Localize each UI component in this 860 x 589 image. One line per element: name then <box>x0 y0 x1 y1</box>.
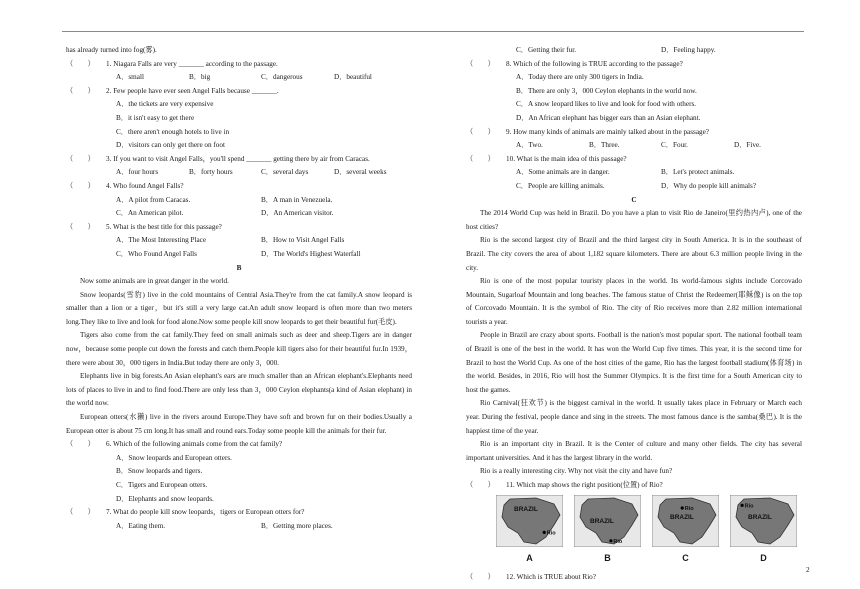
map-letter: A <box>526 552 533 563</box>
option-a: A．four hours <box>116 168 159 177</box>
option-b: B．Three. <box>589 141 620 150</box>
option-d: D．An American visitor. <box>261 209 334 218</box>
question-stem: 6. Which of the following animals come from the cat family? <box>106 440 283 449</box>
option-b: B．Let's protect animals. <box>661 168 735 177</box>
map-country-label: BRAZIL <box>514 505 538 513</box>
option-a: A．Eating them. <box>116 521 166 530</box>
map-options <box>466 495 802 571</box>
question-9 <box>466 126 802 140</box>
answer-blank[interactable]: （ ） <box>66 181 95 190</box>
passage-paragraph: Rio is one of the most popular touristy places in the world. Its world-famous sights include Corcovado Mountain, Sugarloaf Mountain and long beaches. The famous statue of Christ the Redeemer(耶稣像) is on the top of Corcovado Mountain. It is the symbol of Rio. The city of Rio receives more than 2.82 million international tourists a year. <box>466 277 802 326</box>
option-c: C．Getting their fur. <box>516 46 577 54</box>
question-stem: 12. Which is TRUE about Rio? <box>506 572 596 581</box>
option-c: C．there aren't enough hotels to live in <box>116 127 230 136</box>
question-stem: 2. Few people have ever seen Angel Falls because _______. <box>106 86 279 95</box>
option-d: D．Why do people kill animals? <box>661 181 757 190</box>
options-row <box>66 248 412 262</box>
options-row <box>66 71 412 85</box>
question-3 <box>66 153 412 167</box>
header-rule <box>62 31 804 32</box>
option-b: B．big <box>189 73 211 82</box>
passage-paragraph: Now some animals are in great danger in the world. <box>80 277 229 286</box>
question-7 <box>66 506 412 520</box>
question-6 <box>66 438 412 452</box>
map-city-label: Rio <box>744 502 754 509</box>
brazil-map-icon <box>730 495 797 547</box>
question-stem: 7. What do people kill snow leopards，tigers or European otters for? <box>106 508 305 517</box>
option-d: D．The World's Highest Waterfall <box>261 249 361 258</box>
passage-paragraph: Tigers also come from the cat family.They feed on small animals such as deer and sheep.Tigers are in danger now，because some people cut down the forests and catch them.People kill tigers also for their beautiful fur.In 1939，there were about 30，000 tigers in India.But today there are only 3，000. <box>66 331 412 367</box>
map-option-b[interactable] <box>574 495 641 571</box>
answer-blank[interactable]: （ ） <box>466 127 495 136</box>
option-a: A．A pilot from Caracas. <box>116 195 191 204</box>
option-c: C．Tigers and European otters. <box>116 481 208 489</box>
map-country-label: BRAZIL <box>748 513 772 521</box>
option-c: C．dangerous <box>261 73 303 82</box>
question-8 <box>466 58 802 72</box>
option-b: B．A man in Venezuela. <box>261 195 333 204</box>
map-country-label: BRAZIL <box>670 513 694 521</box>
answer-blank[interactable]: （ ） <box>466 154 495 163</box>
map-letter: C <box>682 552 689 563</box>
question-2 <box>66 85 412 99</box>
page-number: 2 <box>806 566 810 574</box>
brazil-map-icon <box>496 495 563 547</box>
brazil-map-icon <box>574 495 641 547</box>
option-a: A．Two. <box>516 141 543 150</box>
section-heading-b: B <box>236 263 242 272</box>
option-d: D．several weeks <box>334 168 387 177</box>
option-c: C．several days <box>261 168 309 177</box>
options-row <box>66 207 412 221</box>
option-b: B．There are only 3，000 Ceylon elephants in the world now. <box>516 86 697 95</box>
map-city-label: Rio <box>546 529 556 536</box>
option-c: C．An American pilot. <box>116 209 184 218</box>
question-stem: 8. Which of the following is TRUE according to the passage? <box>506 59 683 68</box>
map-option-a[interactable] <box>496 495 563 571</box>
left-column <box>66 44 412 533</box>
question-stem: 1. Niagara Falls are very _______ according to the passage. <box>106 59 278 68</box>
option-b: B．it isn't easy to get there <box>116 113 195 122</box>
option-b: B．forty hours <box>189 168 233 177</box>
option-b: B．Snow leopards and tigers. <box>116 467 203 476</box>
passage-paragraph: The 2014 World Cup was held in Brazil. Do you have a plan to visit Rio de Janeiro(里约热内卢), one of the host cities? <box>466 209 802 231</box>
passage-paragraph: Rio is a really interesting city. Why not visit the city and have fun? <box>480 467 673 476</box>
option-b: B．Getting more places. <box>261 521 333 530</box>
option-c: C．Who Found Angel Falls <box>116 249 197 258</box>
question-4 <box>66 180 412 194</box>
passage-paragraph: People in Brazil are crazy about sports. Football is the nation's most popular sport. The national football team of Brazil is one of the best in the world. It has won the World Cup five times. This year, it is the second time for Brazil to host the World Cup. As one of the host cities of the game, Rio has the largest football stadium(体育场) in the world. Besides, in 2016, Rio will host the Summer Olympics. It is the first time for a South American city to host the games. <box>466 331 802 394</box>
options-row <box>66 520 412 534</box>
option-a: A．Snow leopards and European otters. <box>116 453 232 462</box>
answer-blank[interactable]: （ ） <box>466 481 495 489</box>
options-row <box>66 194 412 208</box>
option-a: A．Today there are only 300 tigers in India. <box>516 73 644 82</box>
question-stem: 3. If you want to visit Angel Falls，you'll spend _______ getting there by air from Caracas. <box>106 154 370 163</box>
map-country-label: BRAZIL <box>590 517 614 525</box>
passage-paragraph: Rio Carnival(狂欢节) is the biggest carnival in the world. It usually takes place in February or March each year. During the festival, people dance and sing in the streets. The most famous dance is the samba(桑巴). It is the happiest time of the year. <box>466 399 802 435</box>
map-city-label: Rio <box>684 505 694 512</box>
question-5 <box>66 221 412 235</box>
option-d: D．Five. <box>734 141 761 150</box>
passage-paragraph: European otters(水獭) live in the rivers around Europe.They have soft and brown fur on their bodies.Usually a European otter is about 75 cm long.It has small and round ears.Today some people kill the animals for their fur. <box>66 413 412 435</box>
answer-blank[interactable]: （ ） <box>66 222 95 231</box>
options-row <box>66 234 412 248</box>
option-d: D．An African elephant has bigger ears than an Asian elephant. <box>516 113 701 122</box>
options-row <box>466 180 802 194</box>
answer-blank[interactable]: （ ） <box>66 86 95 95</box>
rio-marker <box>609 539 612 542</box>
passage-paragraph: Rio is an important city in Brazil. It is the Center of culture and many other fields. The city has several important universities. And it has the largest library in the world. <box>466 440 802 462</box>
option-d: D．Elephants and snow leopards. <box>116 494 214 503</box>
option-d: D．beautiful <box>334 73 372 82</box>
rio-marker <box>741 503 744 506</box>
brazil-map-icon <box>652 495 719 547</box>
option-c: C．Four. <box>661 141 688 150</box>
option-a: A．Some animals are in danger. <box>516 168 610 177</box>
right-column <box>466 44 802 584</box>
answer-blank[interactable]: （ ） <box>466 572 495 581</box>
answer-blank[interactable]: （ ） <box>66 440 95 449</box>
options-row <box>466 166 802 180</box>
option-a: A．the tickets are very expensive <box>116 100 214 109</box>
map-city-label: Rio <box>613 538 623 545</box>
options-row <box>466 44 802 58</box>
map-option-c[interactable] <box>652 495 719 571</box>
section-heading-c: C <box>631 195 637 204</box>
option-c: C．A snow leopard likes to live and look for food with others. <box>516 100 697 109</box>
rio-marker <box>681 506 684 509</box>
answer-blank[interactable]: （ ） <box>66 508 95 517</box>
options-row <box>66 166 412 180</box>
option-a: A．small <box>116 73 144 82</box>
answer-blank[interactable]: （ ） <box>466 59 495 68</box>
question-stem: 11. Which map shows the right position(位置) of Rio? <box>506 481 663 489</box>
question-stem: 9. How many kinds of animals are mainly talked about in the passage? <box>506 127 709 136</box>
rio-marker <box>543 530 546 533</box>
options-row <box>466 139 802 153</box>
question-1 <box>66 58 412 72</box>
option-c: C．People are killing animals. <box>516 181 605 190</box>
option-d: D．visitors can only get there on foot <box>116 141 225 150</box>
map-letter: B <box>604 552 611 563</box>
question-10 <box>466 153 802 167</box>
question-stem: 5. What is the best title for this passage? <box>106 222 222 231</box>
question-11 <box>466 479 802 493</box>
answer-blank[interactable]: （ ） <box>66 59 95 68</box>
answer-blank[interactable]: （ ） <box>66 154 95 163</box>
question-stem: 10. What is the main idea of this passage? <box>506 154 627 163</box>
question-12 <box>466 571 802 585</box>
option-b: B．How to Visit Angel Falls <box>261 236 345 245</box>
passage-paragraph: Elephants live in big forests.An Asian elephant's ears are much smaller than an African elephant's.Elephants need lots of places to live in and to find food.There are only less than 3，000 Ceylon elephants(a kind of Asian elephant) in the world now. <box>66 372 412 408</box>
question-stem: 4. Who found Angel Falls? <box>106 181 184 190</box>
map-option-d[interactable] <box>730 495 797 571</box>
passage-continuation: has already turned into fog(雾). <box>66 46 157 54</box>
passage-paragraph: Snow leopards(雪豹) live in the cold mountains of Central Asia.They're from the cat family.A snow leopard is smaller than a lion or a tiger，but it's still a very large cat.An adult snow leopard is often more than two meters long.They like to live and look for food alone.Now some people kill snow leopards to get their beautiful fur(毛皮). <box>66 290 412 326</box>
option-d: D．Feeling happy. <box>661 46 716 54</box>
map-letter: D <box>760 552 767 563</box>
passage-paragraph: Rio is the second largest city of Brazil and the third largest city in South America. It is in the southeast of Brazil. The city covers the area of about 1,182 square kilometers. There are about 6.3 million people living in the city. <box>466 236 802 272</box>
option-a: A．The Most Interesting Place <box>116 236 207 245</box>
